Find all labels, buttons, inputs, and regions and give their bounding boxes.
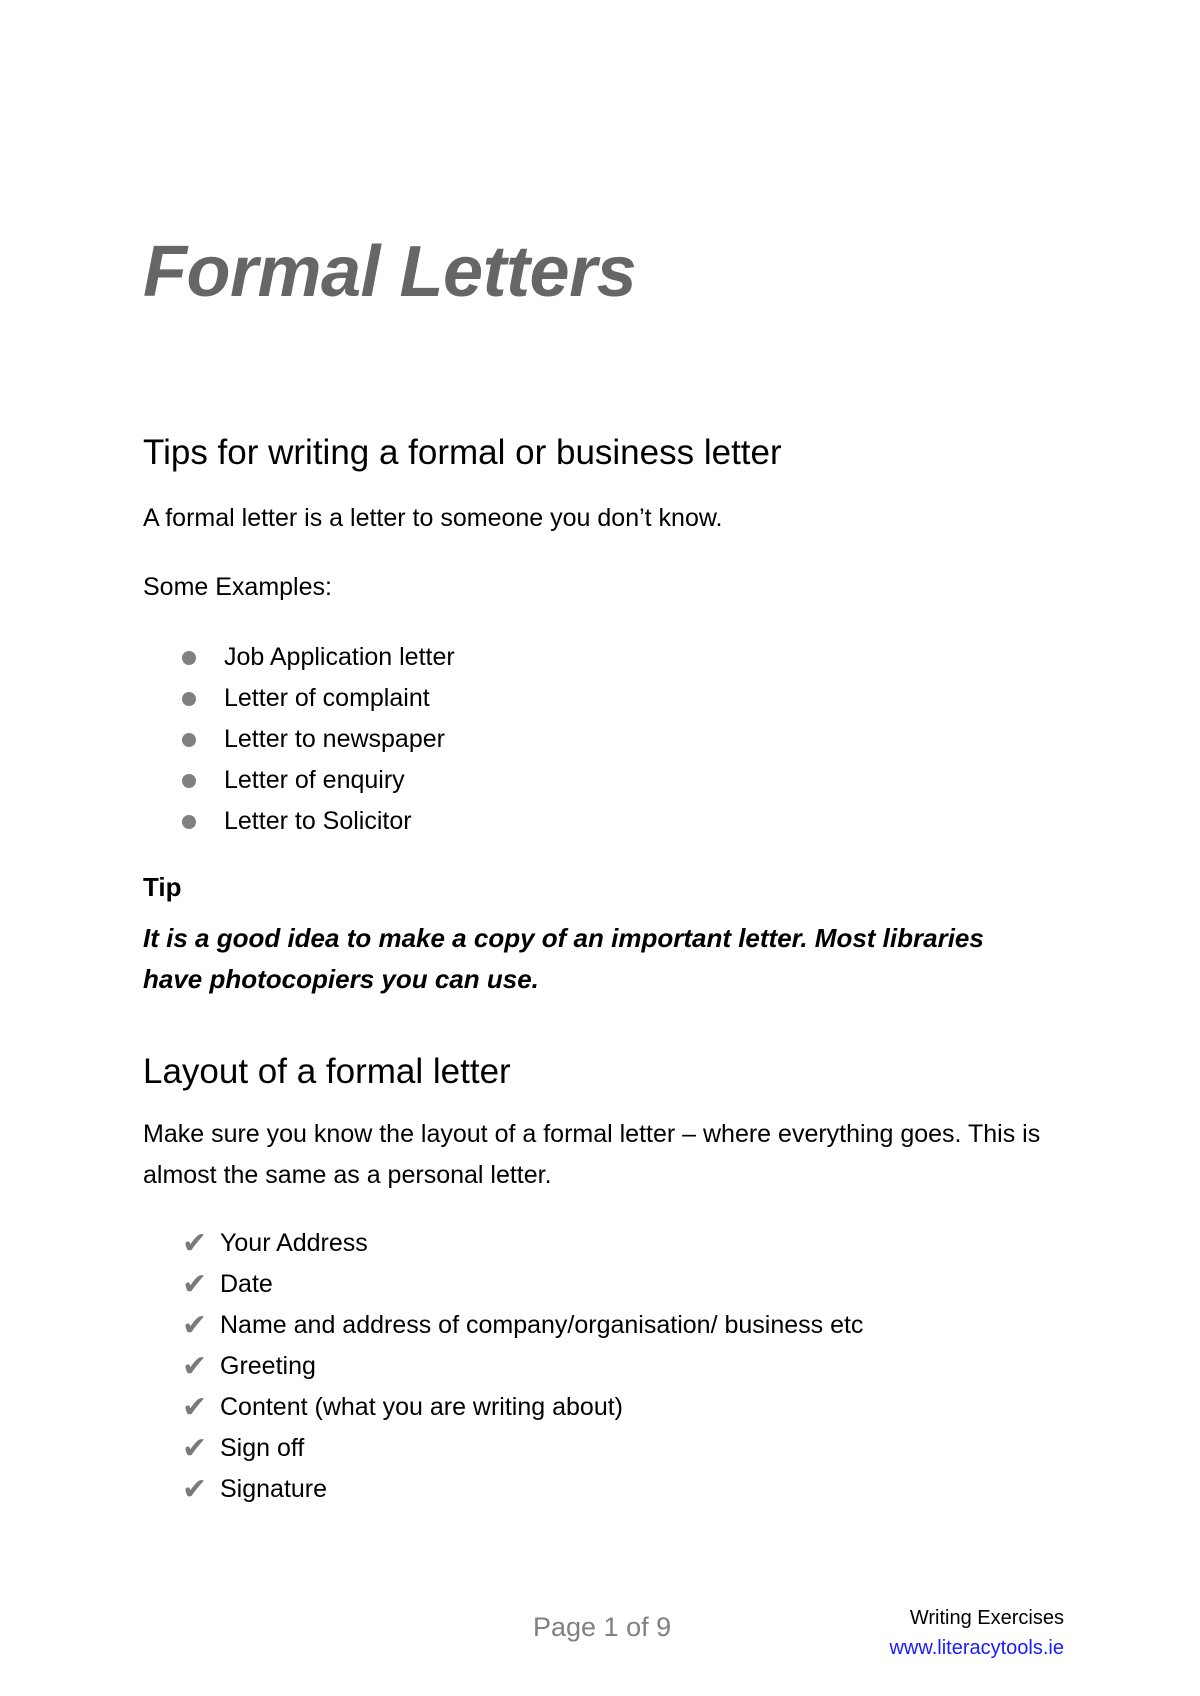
- list-item: [182, 1346, 863, 1387]
- list-item-label: Signature: [220, 1475, 328, 1503]
- page-title: Formal Letters: [143, 232, 637, 312]
- website-link[interactable]: www.literacytools.ie: [889, 1637, 1064, 1659]
- checkmark-icon: ✔: [182, 1472, 208, 1507]
- layout-heading: Layout of a formal letter: [143, 1052, 511, 1091]
- list-item: [182, 678, 455, 719]
- footer-series: Writing Exercises: [909, 1607, 1064, 1629]
- list-item: [182, 760, 455, 801]
- list-item-label: Letter to Solicitor: [224, 807, 412, 835]
- list-item: [182, 719, 455, 760]
- list-item-label: Your Address: [220, 1229, 368, 1257]
- list-item-label: Sign off: [220, 1434, 305, 1462]
- checkmark-icon: ✔: [182, 1349, 208, 1384]
- tip-label: Tip: [143, 872, 182, 902]
- list-item-label: Name and address of company/organisation/ business etc: [220, 1311, 864, 1339]
- bullet-dot-icon: [182, 692, 196, 706]
- list-item-label: Letter to newspaper: [224, 725, 445, 753]
- bullet-dot-icon: [182, 733, 196, 747]
- checkmark-icon: ✔: [182, 1308, 208, 1343]
- list-item-label: Greeting: [220, 1352, 316, 1380]
- list-item-label: Date: [220, 1270, 273, 1298]
- layout-intro: Make sure you know the layout of a formal letter – where everything goes. This is almost the same as a personal letter.: [143, 1120, 1041, 1189]
- list-item: [182, 1428, 863, 1469]
- examples-label: Some Examples:: [143, 573, 332, 601]
- checkmark-icon: ✔: [182, 1431, 208, 1466]
- tips-heading: Tips for writing a formal or business letter: [143, 433, 782, 472]
- list-item: [182, 1305, 863, 1346]
- checkmark-icon: ✔: [182, 1390, 208, 1425]
- list-item: [182, 1387, 863, 1428]
- footer-info: [889, 1603, 1064, 1663]
- bullet-dot-icon: [182, 815, 196, 829]
- list-item-label: Content (what you are writing about): [220, 1393, 623, 1421]
- list-item-label: Letter of enquiry: [224, 766, 405, 794]
- list-item: [182, 801, 455, 842]
- list-item: [182, 637, 455, 678]
- list-item: [182, 1469, 863, 1510]
- examples-list: [182, 637, 455, 842]
- layout-checklist: [182, 1223, 863, 1510]
- checkmark-icon: ✔: [182, 1226, 208, 1261]
- list-item-label: Job Application letter: [224, 643, 455, 671]
- bullet-dot-icon: [182, 774, 196, 788]
- intro-text: A formal letter is a letter to someone you don’t know.: [143, 504, 723, 532]
- list-item: [182, 1264, 863, 1305]
- list-item-label: Letter of complaint: [224, 684, 430, 712]
- bullet-dot-icon: [182, 651, 196, 665]
- checkmark-icon: ✔: [182, 1267, 208, 1302]
- list-item: [182, 1223, 863, 1264]
- page-number: Page 1 of 9: [533, 1612, 672, 1642]
- tip-text: It is a good idea to make a copy of an important letter. Most libraries have photocopiers you can use.: [143, 923, 984, 994]
